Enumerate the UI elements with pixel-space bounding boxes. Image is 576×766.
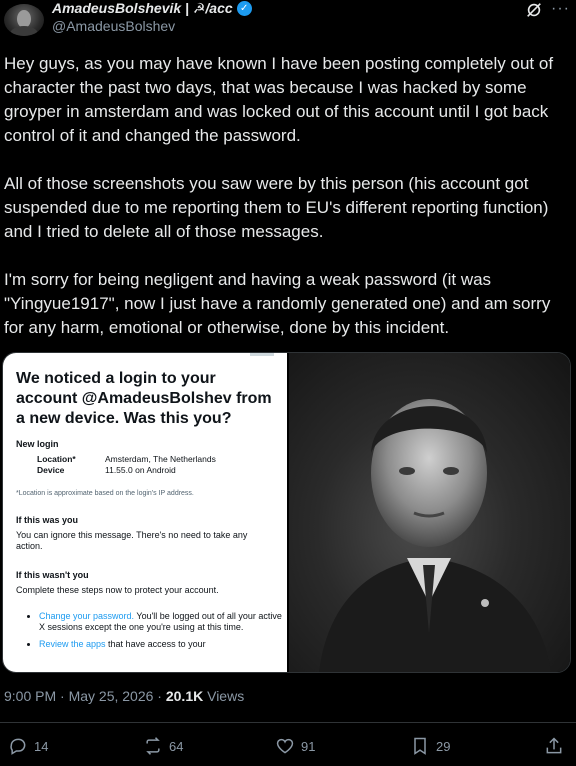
tweet-paragraph: All of those screenshots you saw were by this person (his account got suspended due to me reporting them to EU's different reporting function) and I tried to delete all of those messages. [4, 174, 549, 241]
bookmark-icon [410, 736, 430, 756]
if-not-text: Complete these steps now to protect your account. [16, 585, 219, 595]
reply-icon [8, 736, 28, 756]
bookmark-button[interactable] [410, 736, 450, 756]
if-you-text: You can ignore this message. There's no need to take any action. [16, 530, 248, 551]
media-portrait-photo[interactable] [289, 353, 570, 672]
change-password-link[interactable]: Change your password. [39, 611, 135, 621]
author-handle[interactable]: @AmadeusBolshev [52, 18, 176, 34]
step2-text: that have access to your [105, 639, 206, 649]
location-label: Location* [37, 454, 76, 464]
device-label: Device [37, 465, 65, 475]
email-title: We noticed a login to your account @AmadeusBolshev from a new device. Was this you? [16, 370, 272, 427]
tweet-paragraph: I'm sorry for being negligent and having a weak password (it was "Yingyue1917", now I just have a randomly generated one) and am sorry for any harm, emotional or otherwise, done by this incident. [4, 270, 551, 337]
more-options-icon[interactable]: ··· [551, 0, 570, 17]
screenshot-scrollbar [250, 353, 274, 356]
tweet-header [0, 0, 576, 40]
protect-steps-list [27, 611, 284, 656]
verified-badge-icon[interactable]: ✓ [237, 1, 252, 16]
tweet-text [4, 52, 572, 364]
if-not-label: If this wasn't you [16, 570, 89, 580]
review-apps-link[interactable]: Review the apps [39, 639, 106, 649]
tweet-timestamp[interactable]: 9:00 PM · May 25, 2026 · [4, 688, 166, 704]
location-value: Amsterdam, The Netherlands [105, 454, 216, 464]
author-display-name[interactable]: AmadeusBolshevik | ☭/acc [52, 0, 233, 16]
location-note: *Location is approximate based on the login's IP address. [16, 490, 194, 497]
tweet-media[interactable] [2, 352, 571, 673]
media-email-screenshot[interactable] [3, 353, 289, 672]
grok-icon[interactable] [525, 1, 543, 19]
reply-count: 14 [34, 738, 49, 754]
repost-icon [143, 736, 163, 756]
like-count: 91 [301, 738, 316, 754]
avatar-body [10, 26, 38, 36]
device-value: 11.55.0 on Android [105, 465, 176, 475]
reply-button[interactable] [8, 736, 48, 756]
tweet-actions [0, 736, 576, 760]
actions-divider [0, 722, 576, 723]
share-icon [544, 736, 564, 756]
heart-icon [275, 736, 295, 756]
repost-button[interactable] [143, 736, 183, 756]
bookmark-count: 29 [436, 738, 451, 754]
share-button[interactable] [544, 736, 564, 756]
repost-count: 64 [169, 738, 184, 754]
tweet-paragraph: Hey guys, as you may have known I have been posting completely out of character the past two days, that was because I was hacked by some groyper in amsterdam and was locked out of this account until I got back control of it and changed the password. [4, 54, 554, 145]
author-name-line[interactable] [52, 0, 252, 17]
new-login-label: New login [16, 439, 59, 449]
tweet-meta [4, 688, 244, 704]
step1-text: You'll be logged out of all your active X sessions except the one you're using at this time. [39, 611, 282, 632]
views-count: 20.1K [165, 688, 204, 704]
avatar[interactable] [4, 4, 44, 36]
list-item [39, 611, 284, 633]
like-button[interactable] [275, 736, 315, 756]
list-item [39, 639, 284, 650]
views-label: Views [203, 688, 245, 704]
portrait-illustration [289, 353, 570, 672]
if-you-label: If this was you [16, 515, 79, 525]
